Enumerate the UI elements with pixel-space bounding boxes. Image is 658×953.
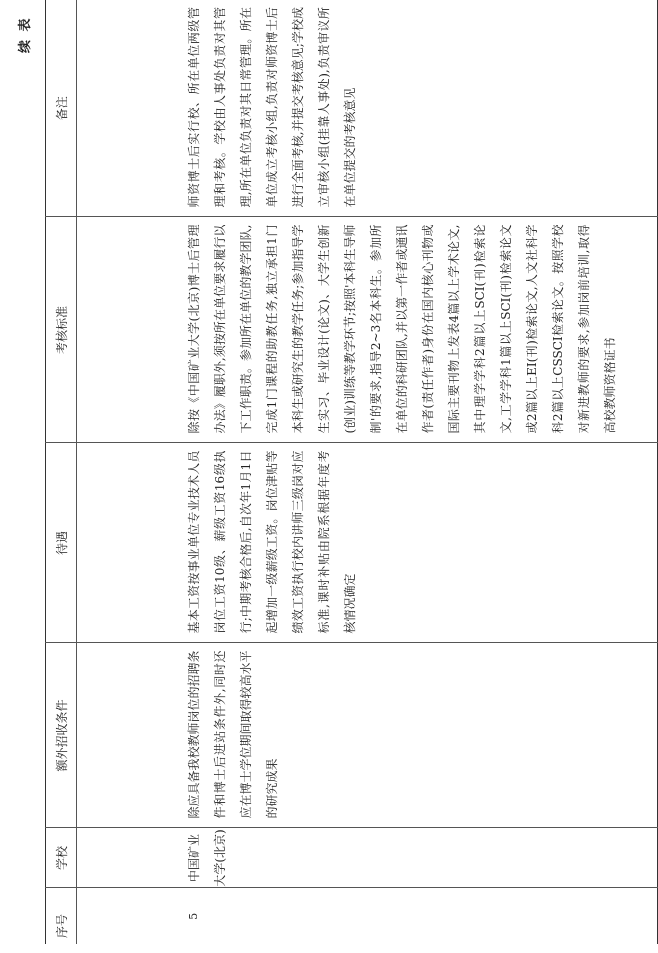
cell-conditions bbox=[77, 643, 658, 828]
table-header-row bbox=[46, 0, 77, 944]
assessment-text: 除按《中国矿业大学(北京)博士后管理办法》履职外,须按所在单位要求履行以下工作职责。参加所在单位的教学团队,完成1门课程的助教任务,独立承担1门本科生或研究生的教学任务;参加指导学生实习、毕业设计(论文)、大学生创新(创业)训练等教学环节;按照'本科生导师制'的要求,指导2~3名本科生。参加所在单位的科研团队,并以第一作者或通讯作者(责任作者)身份在国内核心刊物或国际主要刊物上发表4篇以上学术论文,其中理学学科2篇以上SCI(刊)检索论文,工学学科1篇以上SCI(刊)检索论文或2篇以上EI(刊)检索论文,人文社科学科2篇以上CSSCI检索论文。按照学校对新进教师的要求,参加岗前培训,取得高校教师资格证书 bbox=[187, 224, 617, 434]
row-index: 5 bbox=[187, 912, 200, 920]
remarks-text: 师资博士后实行校、所在单位两级管理和考核。学校由人事处负责对其管理,所在单位负责对其日常管理。所在单位成立考核小组,负责对师资博士后进行全面考核,并提交考核意见;学校成立审核小组(挂靠人事处),负责审议所在单位提交的考核意见 bbox=[187, 7, 357, 208]
cell-index bbox=[77, 888, 658, 944]
treatment-text: 基本工资按事业单位专业技术人员岗位工资10级、薪级工资16级执行;中期考核合格后,自次年1月1日起增加一级薪级工资。岗位津贴等绩效工资执行校内讲师三级岗对应标准,课时补贴由院系根据年度考核情况确定 bbox=[187, 450, 357, 634]
cell-treatment bbox=[77, 443, 658, 643]
postdoc-table bbox=[45, 0, 658, 944]
cell-assessment bbox=[77, 217, 658, 443]
cell-school bbox=[77, 828, 658, 888]
header-assessment: 考核标准 bbox=[46, 217, 77, 443]
continuation-label: 续 表 bbox=[18, 16, 33, 53]
header-treatment: 待遇 bbox=[46, 443, 77, 643]
table-row bbox=[77, 0, 658, 944]
header-school: 学校 bbox=[46, 828, 77, 888]
conditions-text: 除应具备我校教师岗位的招聘条件和博士后进站条件外,同时还应在博士学位期间取得较高水平的研究成果 bbox=[187, 650, 279, 819]
header-index: 序号 bbox=[46, 888, 77, 944]
header-conditions: 额外招收条件 bbox=[46, 643, 77, 828]
header-remarks: 备注 bbox=[46, 0, 77, 217]
school-name: 中国矿业大学(北京) bbox=[187, 829, 227, 887]
cell-remarks bbox=[77, 0, 658, 217]
